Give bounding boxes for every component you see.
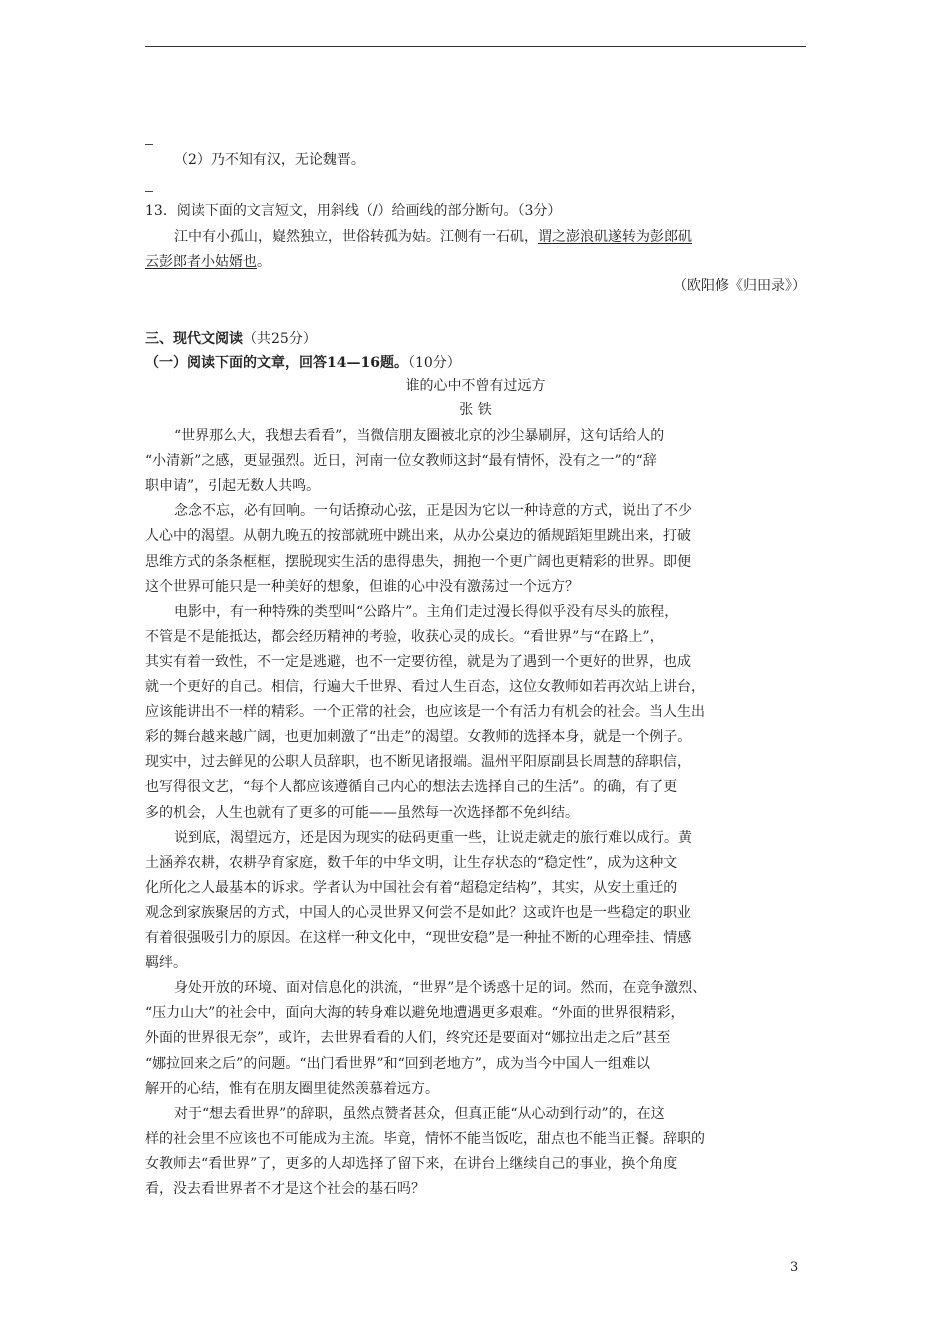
article-line: 有着很强吸引力的原因。在这样一种文化中，“现世安稳”是一种扯不断的心理牵挂、情感 [145, 930, 692, 946]
article-line: 身处开放的环境、面对信息化的洪流，“世界”是个诱惑十足的词。然而，在竞争激烈、 [174, 980, 707, 996]
article-line: “压力山大”的社会中，面向大海的转身难以避免地遭遇更多艰难。“外面的世界很精彩， [145, 1005, 685, 1021]
q13-prompt: 13．阅读下面的文言短文，用斜线（/）给画线的部分断句。（3分） [145, 203, 562, 219]
article-line: 彩的舞台越来越广阔，也更加刺激了“出走”的渴望。女教师的选择本身，就是一个例子。 [145, 729, 692, 745]
section-heading-title: 三、现代文阅读 [145, 331, 243, 347]
article-line: “世界那么大，我想去看看”，当微信朋友圈被北京的沙尘暴刷屏，这句话给人的 [174, 428, 665, 444]
article-line: 看，没去看世界者不才是这个社会的基石吗？ [145, 1181, 425, 1197]
article-line: “娜拉回来之后”的问题。“出门看世界”和“回到老地方”，成为当今中国人一组难以 [145, 1056, 650, 1072]
article-line: 也写得很文艺，“每个人都应该遵循自己内心的想法去选择自己的生活”。的确，有了更 [145, 779, 678, 795]
article-line: 女教师去“看世界”了，更多的人却选择了留下来，在讲台上继续自己的事业，换个角度 [145, 1156, 678, 1172]
q13-text-plain: 江中有小孤山，嶷然独立，世俗转孤为姑。江侧有一石矶， [174, 229, 538, 245]
article-title: 谁的心中不曾有过远方 [405, 378, 546, 394]
article-line: 外面的世界很无奈”，或许，去世界看看的人们，终究还是要面对“娜拉出走之后”甚至 [145, 1030, 671, 1046]
article-line: 样的社会里不应该也不可能成为主流。毕竟，情怀不能当饭吃，甜点也不能当正餐。辞职的 [145, 1131, 705, 1147]
article-line: 念念不忘，必有回响。一句话撩动心弦，正是因为它以一种诗意的方式，说出了不少 [174, 503, 692, 519]
article-line: 观念到家族聚居的方式，中国人的心灵世界又何尝不是如此？这或许也是一些稳定的职业 [145, 905, 691, 921]
header-rule [145, 46, 806, 47]
article-line: 应该能讲出不一样的精彩。一个正常的社会，也应该是一个有活力有机会的社会。当人生出 [145, 704, 705, 720]
q13-text-underlined: 云彭郎者小姑婿也 [145, 254, 257, 270]
article-line: 不管是不是能抵达，都会经历精神的考验，收获心灵的成长。“看世界”与“在路上”， [145, 629, 664, 645]
q12-item2: （2）乃不知有汉，无论魏晋。 [174, 152, 365, 168]
q13-text-plain: 。 [257, 254, 271, 270]
section-heading [145, 330, 810, 348]
article-line: 人心中的渴望。从朝九晚五的按部就班中跳出来，从办公桌边的循规蹈矩里跳出来，打破 [145, 528, 691, 544]
subsection-heading-title: （一）阅读下面的文章，回答14—16题。 [145, 355, 408, 371]
article-line: 解开的心结，惟有在朋友圈里徒然羡慕着远方。 [145, 1081, 439, 1097]
article-line: 职申请”，引起无数人共鸣。 [145, 478, 321, 494]
article-line: 说到底，渴望远方，还是因为现实的砝码更重一些，让说走就走的旅行难以成行。黄 [174, 830, 692, 846]
answer-blank-mark [145, 144, 153, 145]
section-heading-score: （共25分） [243, 331, 317, 347]
page-number: 3 [790, 1260, 799, 1275]
article-line: 电影中，有一种特殊的类型叫“公路片”。主角们走过漫长得似乎没有尽头的旅程， [174, 604, 679, 620]
subsection-heading-score: （10分） [407, 355, 461, 371]
q13-text-line-2 [145, 253, 810, 271]
article-line: 其实有着一致性，不一定是逃避，也不一定要彷徨，就是为了遇到一个更好的世界，也成 [145, 654, 691, 670]
article-line: 对于“想去看世界”的辞职，虽然点赞者甚众，但真正能“从心动到行动”的，在这 [174, 1106, 665, 1122]
article-line: 这个世界可能只是一种美好的想象，但谁的心中没有激荡过一个远方？ [145, 579, 579, 595]
subsection-heading [145, 354, 810, 372]
answer-blank-mark [145, 191, 153, 192]
article-author: 张 铁 [459, 402, 492, 418]
article-line: 多的机会，人生也就有了更多的可能——虽然每一次选择都不免纠结。 [145, 805, 579, 821]
article-line: 现实中，过去鲜见的公职人员辞职，也不断见诸报端。温州平阳原副县长周慧的辞职信， [145, 754, 691, 770]
q13-text-line-1 [174, 228, 810, 246]
article-line: 思维方式的条条框框，摆脱现实生活的患得患失，拥抱一个更广阔也更精彩的世界。即便 [145, 554, 691, 570]
q13-source: （欧阳修《归田录》） [673, 278, 806, 294]
article-line: 就一个更好的自己。相信，行遍大千世界、看过人生百态，这位女教师如若再次站上讲台， [145, 679, 705, 695]
article-line: “小清新”之感，更显强烈。近日，河南一位女教师这封“最有情怀，没有之一”的“辞 [145, 453, 657, 469]
article-line: 羁绊。 [145, 955, 187, 971]
article-line: 土涵养农耕，农耕孕育家庭，数千年的中华文明，让生存状态的“稳定性”，成为这种文 [145, 855, 678, 871]
q13-text-underlined: 谓之澎浪矶遂转为彭郎矶 [538, 229, 692, 245]
article-line: 化所化之人最基本的诉求。学者认为中国社会有着“超稳定结构”，其实，从安土重迁的 [145, 880, 678, 896]
